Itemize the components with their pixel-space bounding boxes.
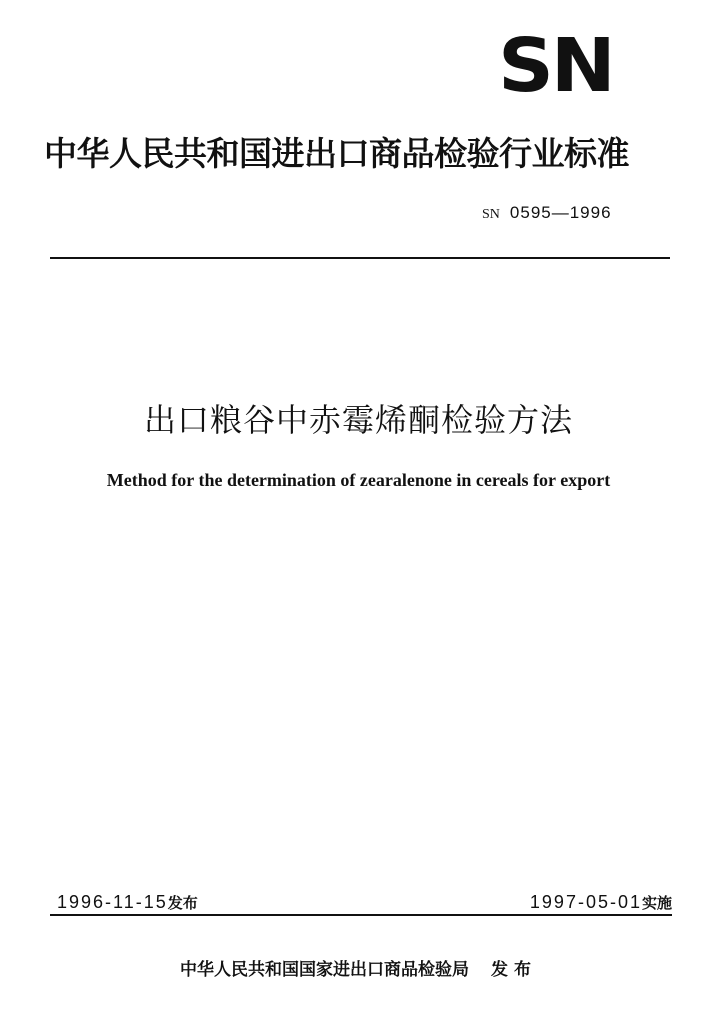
bottom-divider [50, 914, 672, 916]
issuing-authority [0, 958, 717, 982]
top-divider [50, 257, 670, 259]
sn-logo: SN [498, 23, 613, 109]
issue-date [57, 890, 198, 915]
issue-date-value: 1996-11-15 [57, 892, 168, 912]
implementation-date [530, 890, 672, 915]
implementation-date-label: 实施 [641, 894, 672, 912]
issuing-action: 发布 [491, 960, 537, 980]
standard-code [482, 202, 612, 226]
standard-category-title: 中华人民共和国进出口商品检验行业标准 [44, 134, 629, 173]
issue-date-label: 发布 [167, 894, 198, 912]
implementation-date-value: 1997-05-01 [529, 892, 642, 912]
standard-code-number: 0595—1996 [509, 203, 612, 222]
standard-code-prefix: SN [482, 207, 500, 222]
issuing-authority-name: 中华人民共和国国家进出口商品检验局 [180, 960, 469, 980]
document-title-english: Method for the determination of zearalenone in cereals for export [106, 470, 611, 490]
document-title-chinese: 出口粮谷中赤霉烯酮检验方法 [143, 401, 573, 439]
